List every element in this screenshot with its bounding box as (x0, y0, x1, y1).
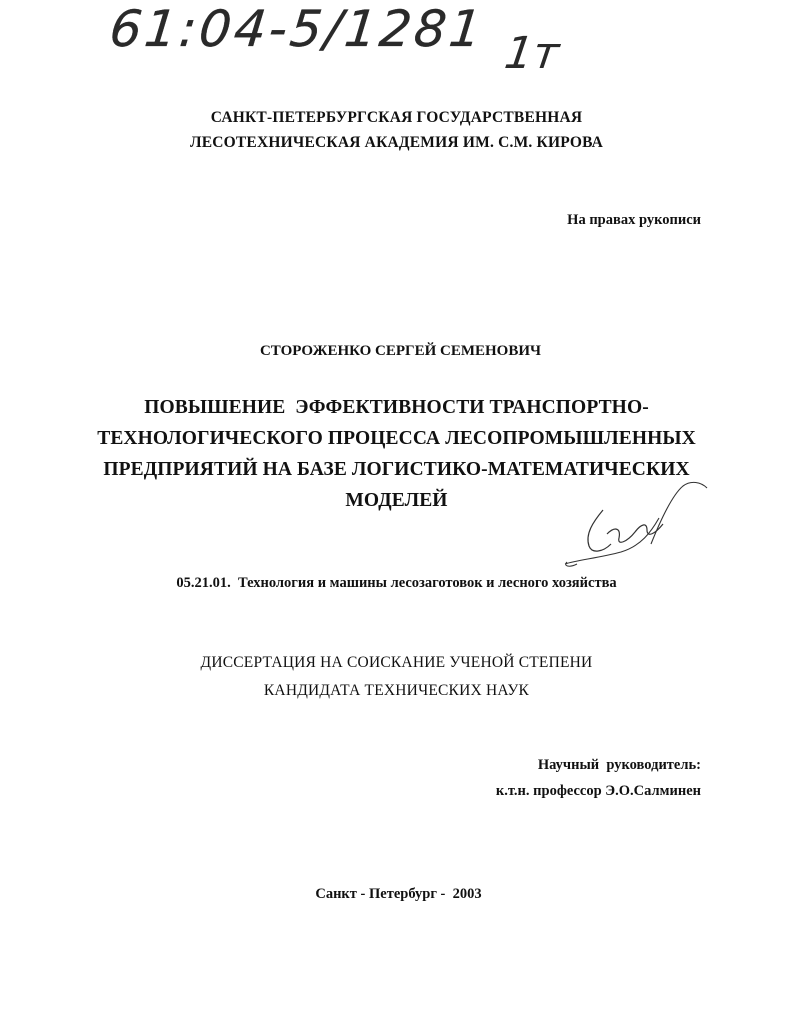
manuscript-rights-note: На правах рукописи (567, 212, 701, 228)
degree-line-1: ДИССЕРТАЦИЯ НА СОИСКАНИЕ УЧЕНОЙ СТЕПЕНИ (200, 654, 593, 671)
title-line-3: ПРЕДПРИЯТИЙ НА БАЗЕ ЛОГИСТИКО-МАТЕМАТИЧЕСКИХ (103, 459, 690, 480)
specialty-code: 05.21.01. Технология и машины лесозаготовок и лесного хозяйства (176, 575, 617, 591)
city-year: Санкт - Петербург - 2003 (315, 886, 482, 902)
title-line-4: МОДЕЛЕЙ (345, 490, 448, 511)
title-line-2: ТЕХНОЛОГИЧЕСКОГО ПРОЦЕССА ЛЕСОПРОМЫШЛЕННЫХ (97, 428, 696, 449)
title-line-1: ПОВЫШЕНИЕ ЭФФЕКТИВНОСТИ ТРАНСПОРТНО- (144, 397, 649, 418)
author-name: СТОРОЖЕНКО СЕРГЕЙ СЕМЕНОВИЧ (259, 343, 542, 359)
signature-icon (555, 472, 715, 582)
supervisor-label: Научный руководитель: (537, 757, 701, 773)
institution-line-2: ЛЕСОТЕХНИЧЕСКАЯ АКАДЕМИЯ ИМ. С.М. КИРОВА (189, 134, 604, 151)
degree-line-2: КАНДИДАТА ТЕХНИЧЕСКИХ НАУК (263, 682, 530, 699)
institution-line-1: САНКТ-ПЕТЕРБУРГСКАЯ ГОСУДАРСТВЕННАЯ (210, 109, 583, 126)
archive-stamp-code: 61:04-5/1281 (106, 0, 488, 58)
supervisor-name: к.т.н. профессор Э.О.Салминен (495, 783, 701, 799)
archive-stamp-suffix: 1т (501, 28, 563, 79)
degree-statement (0, 649, 793, 705)
